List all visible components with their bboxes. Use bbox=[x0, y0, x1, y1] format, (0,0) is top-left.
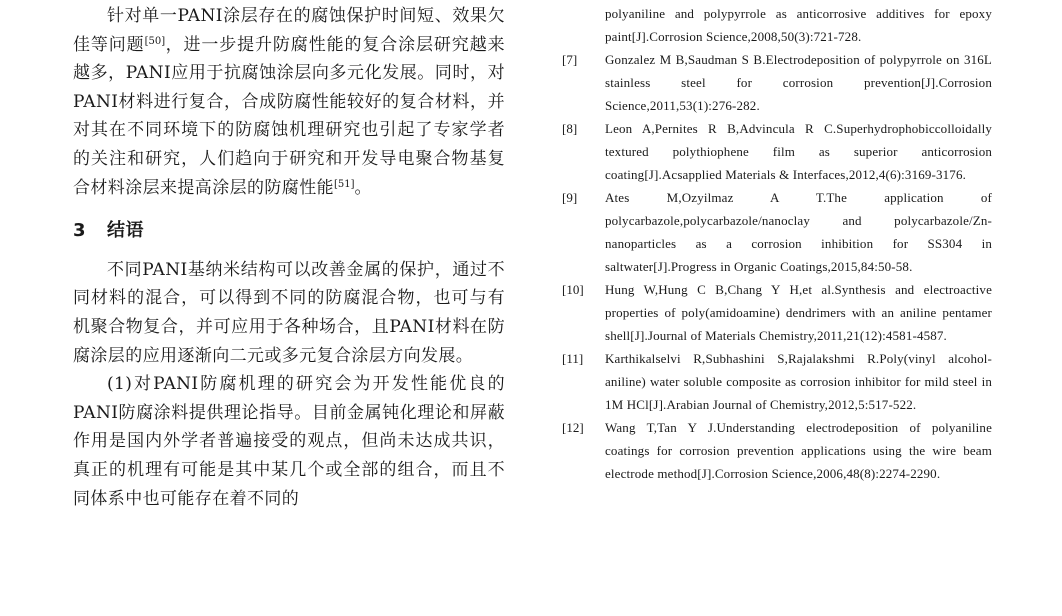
body-text-column bbox=[73, 2, 505, 513]
reference-text: polyaniline and polypyrrole as anticorrosive additives for epoxy paint[J].Corrosion Science,2008,50(3):721-728. bbox=[605, 6, 992, 44]
paragraph-conclusion-intro: 不同PANI基纳米结构可以改善金属的保护，通过不同材料的混合，可以得到不同的防腐混合物，也可与有机聚合物复合，并可应用于各种场合，且PANI材料在防腐涂层的应用逐渐向二元或多元复合涂层方向发展。 bbox=[73, 259, 505, 366]
section-title: 结语 bbox=[107, 220, 144, 242]
reference-text: Hung W,Hung C B,Chang Y H,et al.Synthesis and electroactive properties of poly(amidoamine) dendrimers with an aniline pentamer shell[J].Journal of Materials Chemistry,2011,21(12):4581-4587. bbox=[605, 282, 992, 343]
references-column bbox=[562, 2, 992, 485]
section-heading-conclusion bbox=[73, 217, 505, 246]
reference-item bbox=[562, 416, 992, 485]
reference-text: Ates M,Ozyilmaz A T.The application of polycarbazole,polycarbazole/nanoclay and polycarbazole/Zn-nanoparticles as a corrosion inhibition for SS304 in saltwater[J].Progress in Organic Coatings,2015,84:50-58. bbox=[605, 190, 992, 274]
citation: [51] bbox=[334, 178, 355, 190]
paragraph-text: ，进一步提升防腐性能的复合涂层研究越来越多，PANI应用于抗腐蚀涂层向多元化发展。同时，对PANI材料进行复合，合成防腐性能较好的复合材料，并对其在不同环境下的防腐蚀机理研究也引起了专家学者的关注和研究，人们趋向于研究和开发导电聚合物基复合材料涂层来提高涂层的防腐性能 bbox=[73, 34, 505, 198]
reference-number: [7] bbox=[562, 52, 578, 67]
reference-item bbox=[562, 278, 992, 347]
reference-number: [8] bbox=[562, 121, 578, 136]
reference-number: [12] bbox=[562, 420, 584, 435]
reference-text: Gonzalez M B,Saudman S B.Electrodeposition of polypyrrole on 316L stainless steel for corrosion prevention[J].Corrosion Science,2011,53(1):276-282. bbox=[605, 52, 992, 113]
reference-item bbox=[562, 117, 992, 186]
paragraph-text: 针对单一PANI涂层存在的腐蚀保护时间短、效果欠佳等问题 bbox=[73, 6, 505, 55]
reference-item bbox=[562, 2, 992, 48]
paragraph-conclusion-point-1: (1)对PANI防腐机理的研究会为开发性能优良的PANI防腐涂料提供理论指导。目前金属钝化理论和屏蔽作用是国内外学者普遍接受的观点，但尚未达成共识，真正的机理有可能是其中某几个或全部的组合，而且不同体系中也可能存在着不同的 bbox=[73, 374, 505, 509]
reference-item bbox=[562, 186, 992, 278]
reference-text: Wang T,Tan Y J.Understanding electrodeposition of polyaniline coatings for corrosion prevention applications using the wire beam electrode method[J].Corrosion Science,2006,48(8):2274-2290. bbox=[605, 420, 992, 481]
reference-number: [10] bbox=[562, 282, 584, 297]
reference-text: Leon A,Pernites R B,Advincula R C.Superhydrophobiccolloidally textured polythiophene film as superior anticorrosion coating[J].Acsapplied Materials & Interfaces,2012,4(6):3169-3176. bbox=[605, 121, 992, 182]
paragraph-text: 。 bbox=[354, 177, 372, 198]
reference-number: [11] bbox=[562, 351, 584, 366]
citation: [50] bbox=[144, 35, 166, 47]
paragraph-composite-coatings bbox=[73, 2, 505, 202]
reference-item bbox=[562, 48, 992, 117]
reference-item bbox=[562, 347, 992, 416]
reference-text: Karthikalselvi R,Subhashini S,Rajalakshmi R.Poly(vinyl alcohol-aniline) water soluble composite as corrosion inhibitor for mild steel in 1M HCl[J].Arabian Journal of Chemistry,2012,5:517-522. bbox=[605, 351, 992, 412]
section-number: 3 bbox=[73, 220, 87, 242]
reference-number: [9] bbox=[562, 190, 578, 205]
